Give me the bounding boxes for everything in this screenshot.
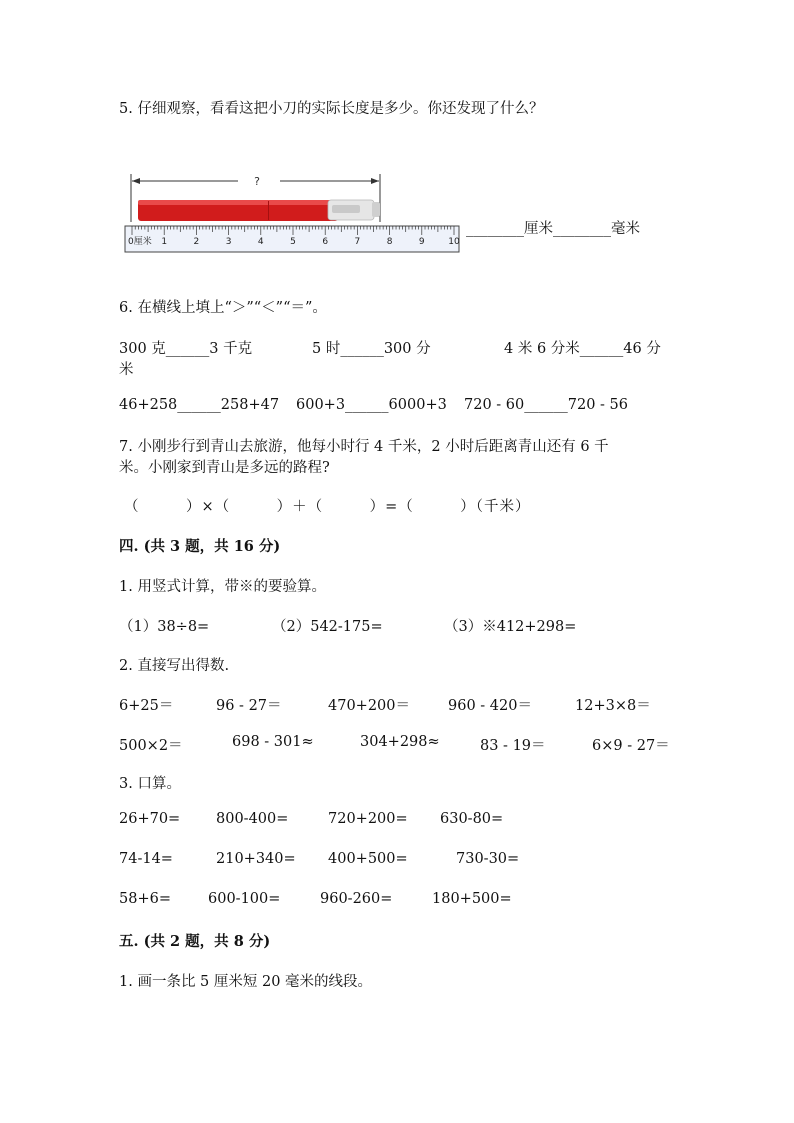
- sec4-q1-prompt: 1. 用竖式计算，带※的要验算。: [119, 579, 326, 595]
- section5-title: 五. (共 2 题，共 8 分): [119, 933, 271, 950]
- ruler-number: 6: [322, 237, 329, 247]
- ruler-number: 4: [257, 237, 264, 247]
- q7-formula: （ ）×（ ）＋（ ）=（ ）（千米）: [124, 499, 531, 515]
- ruler-number: 2: [193, 237, 200, 247]
- ruler-unit-label: 0厘米: [128, 237, 152, 247]
- blank-cm[interactable]: ________: [466, 221, 524, 237]
- sec4-q3-item: 960-260=: [320, 891, 393, 907]
- ruler-number: 5: [290, 237, 296, 247]
- sec4-q2-item: 6×9 - 27＝: [592, 738, 670, 754]
- sec4-q3-item: 26+70=: [119, 811, 181, 827]
- sec4-q2-item: 304+298≈: [360, 734, 440, 750]
- sec4-q3-item: 210+340=: [216, 851, 296, 867]
- sec4-q3-item: 720+200=: [328, 811, 408, 827]
- sec4-q2-item: 6+25＝: [119, 698, 174, 714]
- ruler-number: 10: [448, 237, 460, 247]
- sec4-q3-item: 74-14=: [119, 851, 173, 867]
- sec4-q1-item: （1）38÷8=: [119, 619, 210, 635]
- sec4-q3-item: 600-100=: [208, 891, 281, 907]
- sec4-q2-item: 96 - 27＝: [216, 698, 282, 714]
- sec4-q2-item: 470+200＝: [328, 698, 411, 714]
- q6-item: 720 - 60______720 - 56: [464, 397, 628, 413]
- sec4-q2-item: 698 - 301≈: [232, 734, 314, 750]
- sec5-q1-prompt: 1. 画一条比 5 厘米短 20 毫米的线段。: [119, 974, 373, 990]
- sec4-q2-item: 12+3×8＝: [575, 698, 651, 714]
- q7-prompt-line2: 米。小刚家到青山是多远的路程?: [119, 460, 330, 476]
- sec4-q2-item: 83 - 19＝: [480, 738, 546, 754]
- q6-item: 300 克______3 千克: [119, 341, 253, 357]
- q7-prompt-line1: 7. 小刚步行到青山去旅游，他每小时行 4 千米，2 小时后距离青山还有 6 千: [119, 439, 609, 455]
- knife: [138, 200, 380, 221]
- sec4-q3-item: 730-30=: [456, 851, 520, 867]
- q5-prompt: 5. 仔细观察，看看这把小刀的实际长度是多少。你还发现了什么？: [119, 101, 544, 117]
- ruler-number: 7: [354, 237, 361, 247]
- ruler-number: 1: [161, 237, 168, 247]
- sec4-q2-item: 960 - 420＝: [448, 698, 532, 714]
- knife-answer-line: [466, 217, 640, 238]
- q6-prompt: 6. 在横线上填上“＞”“＜”“＝”。: [119, 300, 327, 316]
- sec4-q1-item: （2）542-175=: [272, 619, 383, 635]
- q6-item: 5 时______300 分: [312, 341, 431, 357]
- blank-mm[interactable]: ________: [553, 221, 611, 237]
- section4-title: 四. (共 3 题，共 16 分): [119, 538, 281, 555]
- q6-item-wrap: 米: [119, 362, 134, 378]
- q6-item: 600+3______6000+3: [296, 397, 447, 413]
- sec4-q3-prompt: 3. 口算。: [119, 776, 181, 792]
- ruler-knife-figure: [120, 170, 465, 260]
- q6-item: 46+258______258+47: [119, 397, 280, 413]
- ruler-number: 8: [386, 237, 393, 247]
- arrow-head-right: [371, 178, 379, 184]
- sec4-q3-item: 400+500=: [328, 851, 408, 867]
- sec4-q3-item: 630-80=: [440, 811, 504, 827]
- measure-question-mark: ?: [254, 175, 260, 188]
- sec4-q3-item: 180+500=: [432, 891, 512, 907]
- arrow-head-left: [132, 178, 140, 184]
- ruler-number: 9: [418, 237, 425, 247]
- sec4-q2-item: 500×2＝: [119, 738, 183, 754]
- sec4-q3-item: 58+6=: [119, 891, 171, 907]
- q6-item: 4 米 6 分米______46 分: [504, 341, 661, 357]
- unit-mm: 毫米: [611, 221, 640, 237]
- sec4-q3-item: 800-400=: [216, 811, 289, 827]
- sec4-q1-item: （3）※412+298=: [444, 619, 577, 635]
- ruler-number: 3: [225, 237, 232, 247]
- sec4-q2-prompt: 2. 直接写出得数.: [119, 658, 230, 674]
- unit-cm: 厘米: [524, 221, 553, 237]
